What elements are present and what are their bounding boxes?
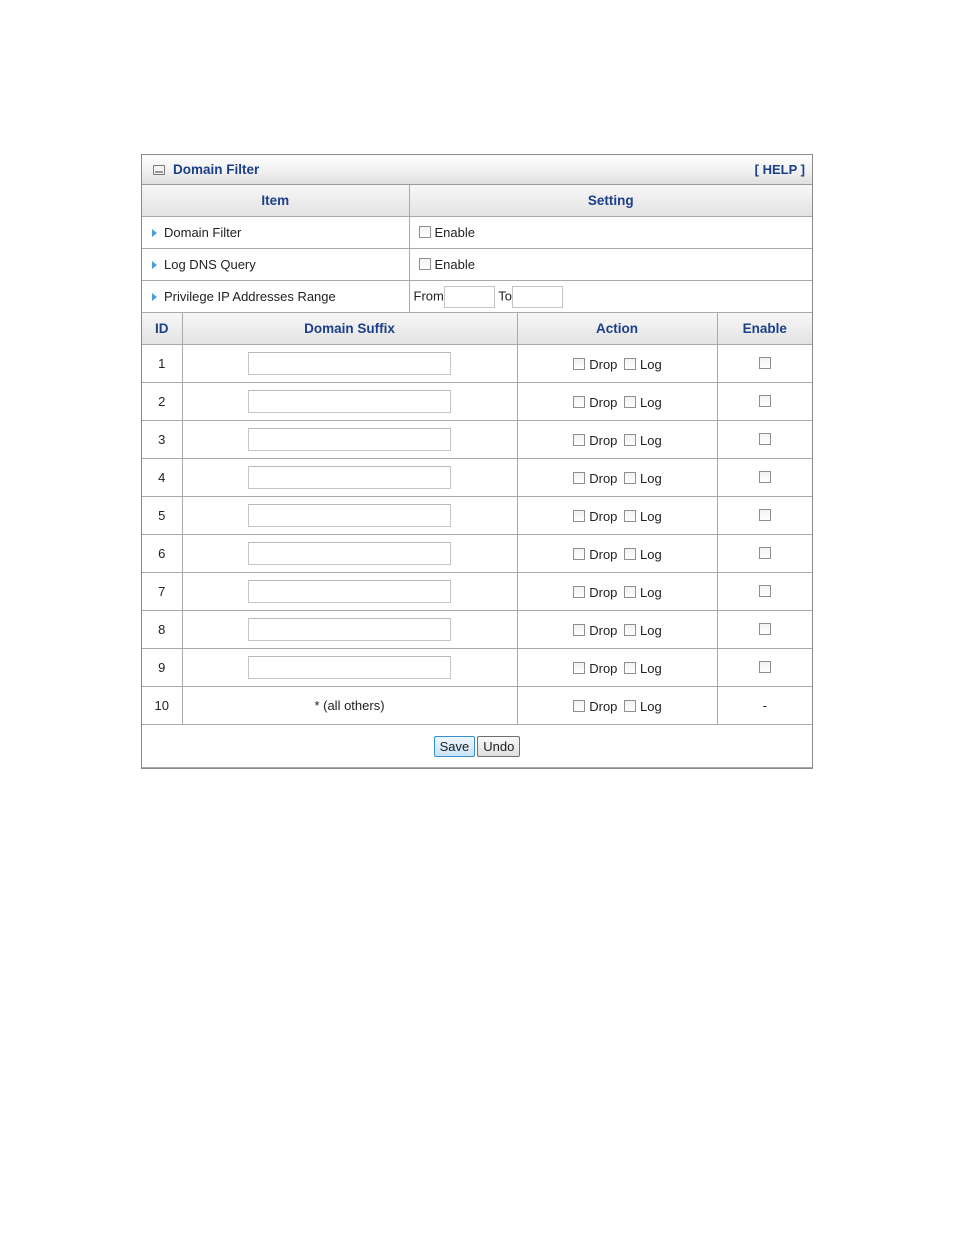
arrow-right-icon xyxy=(152,229,157,237)
drop-label: Drop xyxy=(589,471,618,486)
domain-suffix-input[interactable] xyxy=(248,656,451,679)
enable-checkbox[interactable] xyxy=(759,433,771,445)
row-id: 9 xyxy=(142,649,182,687)
domain-suffix-input[interactable] xyxy=(248,466,451,489)
drop-checkbox[interactable] xyxy=(573,700,585,712)
all-others-text: * (all others) xyxy=(182,687,517,725)
drop-label: Drop xyxy=(589,623,618,638)
domain-suffix-input[interactable] xyxy=(248,352,451,375)
enable-checkbox[interactable] xyxy=(759,547,771,559)
domain-suffix-input[interactable] xyxy=(248,504,451,527)
table-row xyxy=(142,421,812,459)
log-label: Log xyxy=(640,433,662,448)
setting-header: Setting xyxy=(409,185,812,217)
drop-checkbox[interactable] xyxy=(573,358,585,370)
drop-label: Drop xyxy=(589,357,618,372)
item-header: Item xyxy=(142,185,409,217)
row-id: 8 xyxy=(142,611,182,649)
log-checkbox[interactable] xyxy=(624,358,636,370)
log-label: Log xyxy=(640,585,662,600)
drop-checkbox[interactable] xyxy=(573,586,585,598)
table-row xyxy=(142,459,812,497)
domain-suffix-input[interactable] xyxy=(248,428,451,451)
drop-checkbox[interactable] xyxy=(573,472,585,484)
drop-label: Drop xyxy=(589,699,618,714)
log-checkbox[interactable] xyxy=(624,700,636,712)
log-label: Log xyxy=(640,471,662,486)
domain-suffix-header: Domain Suffix xyxy=(182,313,517,345)
enable-placeholder: - xyxy=(717,687,812,725)
log-checkbox[interactable] xyxy=(624,624,636,636)
setting-row-domain-filter xyxy=(142,217,812,249)
enable-checkbox[interactable] xyxy=(759,395,771,407)
setting-row-privilege-ip-range xyxy=(142,281,812,313)
log-label: Log xyxy=(640,661,662,676)
domain-suffix-input[interactable] xyxy=(248,542,451,565)
log-dns-query-enable-label: Enable xyxy=(434,257,475,272)
row-id: 4 xyxy=(142,459,182,497)
row-id: 7 xyxy=(142,573,182,611)
enable-checkbox[interactable] xyxy=(759,471,771,483)
action-header: Action xyxy=(517,313,717,345)
drop-label: Drop xyxy=(589,433,618,448)
domain-suffix-input[interactable] xyxy=(248,390,451,413)
log-checkbox[interactable] xyxy=(624,434,636,446)
from-ip-input[interactable] xyxy=(444,286,495,308)
row-id: 10 xyxy=(142,687,182,725)
log-checkbox[interactable] xyxy=(624,396,636,408)
row-id: 6 xyxy=(142,535,182,573)
log-checkbox[interactable] xyxy=(624,472,636,484)
domain-filter-label: Domain Filter xyxy=(164,225,242,240)
log-label: Log xyxy=(640,623,662,638)
domain-suffix-input[interactable] xyxy=(248,618,451,641)
table-row xyxy=(142,535,812,573)
undo-button[interactable]: Undo xyxy=(477,736,520,757)
row-id: 1 xyxy=(142,345,182,383)
from-label: From xyxy=(413,287,444,303)
enable-checkbox[interactable] xyxy=(759,623,771,635)
log-checkbox[interactable] xyxy=(624,662,636,674)
drop-checkbox[interactable] xyxy=(573,548,585,560)
drop-checkbox[interactable] xyxy=(573,662,585,674)
log-dns-query-label: Log DNS Query xyxy=(164,257,256,272)
drop-checkbox[interactable] xyxy=(573,510,585,522)
drop-label: Drop xyxy=(589,395,618,410)
log-checkbox[interactable] xyxy=(624,510,636,522)
log-dns-query-enable-checkbox[interactable] xyxy=(419,258,431,270)
id-header: ID xyxy=(142,313,182,345)
domain-filter-enable-label: Enable xyxy=(434,225,475,240)
drop-checkbox[interactable] xyxy=(573,624,585,636)
drop-label: Drop xyxy=(589,661,618,676)
enable-checkbox[interactable] xyxy=(759,509,771,521)
enable-checkbox[interactable] xyxy=(759,661,771,673)
save-button[interactable]: Save xyxy=(434,736,476,757)
row-id: 3 xyxy=(142,421,182,459)
drop-label: Drop xyxy=(589,509,618,524)
enable-checkbox[interactable] xyxy=(759,585,771,597)
settings-table xyxy=(142,185,812,313)
log-label: Log xyxy=(640,395,662,410)
table-row xyxy=(142,345,812,383)
domain-filter-enable-checkbox[interactable] xyxy=(419,226,431,238)
table-row xyxy=(142,649,812,687)
table-row xyxy=(142,497,812,535)
log-checkbox[interactable] xyxy=(624,548,636,560)
domain-suffix-table xyxy=(142,313,812,768)
row-id: 5 xyxy=(142,497,182,535)
to-label: To xyxy=(498,287,512,303)
row-id: 2 xyxy=(142,383,182,421)
log-label: Log xyxy=(640,547,662,562)
window-icon xyxy=(153,165,165,175)
setting-row-log-dns-query xyxy=(142,249,812,281)
table-row xyxy=(142,611,812,649)
domain-suffix-input[interactable] xyxy=(248,580,451,603)
table-row xyxy=(142,573,812,611)
drop-checkbox[interactable] xyxy=(573,434,585,446)
to-ip-input[interactable] xyxy=(512,286,563,308)
log-label: Log xyxy=(640,357,662,372)
drop-label: Drop xyxy=(589,547,618,562)
privilege-ip-range-label: Privilege IP Addresses Range xyxy=(164,289,336,304)
table-row-all-others xyxy=(142,687,812,725)
panel-title: Domain Filter xyxy=(173,162,260,177)
arrow-right-icon xyxy=(152,261,157,269)
arrow-right-icon xyxy=(152,293,157,301)
drop-label: Drop xyxy=(589,585,618,600)
enable-checkbox[interactable] xyxy=(759,357,771,369)
enable-header: Enable xyxy=(717,313,812,345)
panel-title-bar xyxy=(142,155,812,185)
log-label: Log xyxy=(640,509,662,524)
table-row xyxy=(142,383,812,421)
drop-checkbox[interactable] xyxy=(573,396,585,408)
log-label: Log xyxy=(640,699,662,714)
log-checkbox[interactable] xyxy=(624,586,636,598)
domain-filter-panel xyxy=(141,154,813,769)
help-link[interactable]: [ HELP ] xyxy=(754,162,805,177)
